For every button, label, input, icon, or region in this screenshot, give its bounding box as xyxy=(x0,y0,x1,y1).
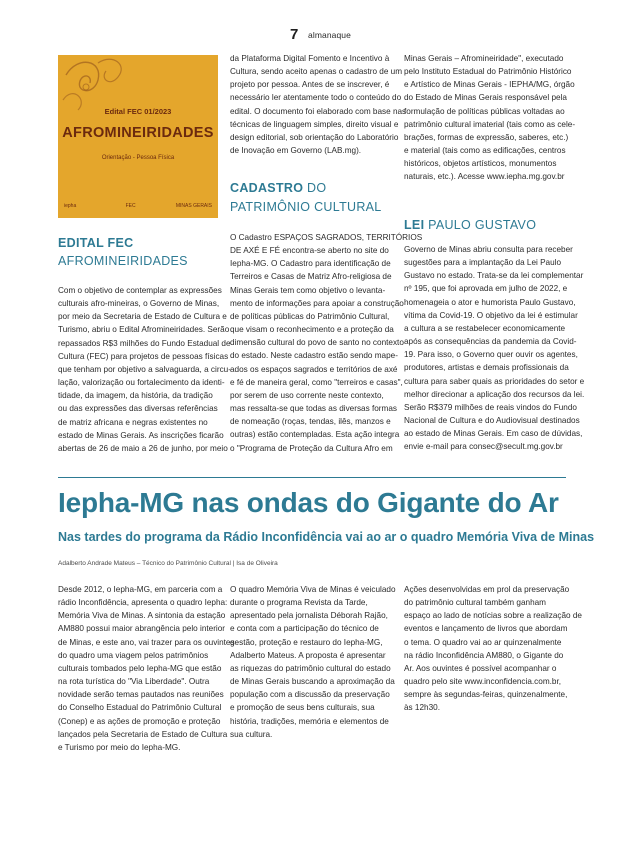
text-line: o tema. O quadro vai ao ar quinzenalmente xyxy=(404,637,562,647)
edital-continuation-body xyxy=(230,52,407,157)
text-line: brações, formas de expressão, saberes, etc.) xyxy=(404,132,569,142)
text-line: sua cultura. xyxy=(230,729,273,739)
text-line: rádio Inconfidência, apresenta o quadro Iepha: xyxy=(58,598,228,608)
text-line: naturais, etc.). Acesse www.iepha.mg.gov.br xyxy=(404,172,565,182)
text-line: às 12h30. xyxy=(404,703,440,713)
text-line: por meio da Secretaria de Estado de Cultura e xyxy=(58,312,227,322)
text-line: Memória Viva de Minas. A sintonia da estação xyxy=(58,611,226,621)
text-line: O quadro Memória Viva de Minas é veiculado xyxy=(230,585,396,594)
text-line: culturais tombados pelo Iepha-MG que estão xyxy=(58,663,222,673)
edital-fec-heading-light: AFROMINEIRIDADES xyxy=(58,254,188,268)
text-line: tidade, da imagem, da história, da tradição xyxy=(58,391,213,401)
text-line: mento de informações para apoiar a construção xyxy=(230,298,404,308)
text-line: na rota turística do "Via Liberdade". Outra xyxy=(58,677,210,687)
text-line: de nomeação (roças, tendas, ilês, manzos e xyxy=(230,417,391,427)
text-line: ao estado de Minas Gerais. Em caso de dúvidas, xyxy=(404,429,583,439)
text-line: vítima da Covid-19. O objetivo da lei é estimular xyxy=(404,310,578,320)
minas-gerais-logo: MINAS GERAIS xyxy=(175,203,212,209)
lei-paulo-gustavo-body xyxy=(404,243,585,454)
text-line: históricos, objetos artísticos, monumentos xyxy=(404,159,557,169)
lei-heading-light: PAULO GUSTAVO xyxy=(424,218,537,232)
edital-fec-heading xyxy=(58,236,188,268)
text-line: novidade serão temas pautados nas reuniões xyxy=(58,690,224,700)
text-line: do estado. Neste cadastro estão sendo mape- xyxy=(230,351,398,361)
text-line: cultura para saber quais as prioridades do setor e xyxy=(404,376,585,386)
text-line: e material (tais como as edificações, centros xyxy=(404,146,566,156)
text-line: sempre às segundas-feiras, quinzenalmente, xyxy=(404,690,568,700)
cadastro-continuation-body xyxy=(404,52,576,184)
text-line: que visam o reconhecimento e a proteção da xyxy=(230,325,394,335)
text-line: culturais afro-mineiras, o Governo de Minas, xyxy=(58,299,220,309)
text-line: (Conep) e as ações de promoção e proteção xyxy=(58,716,221,726)
text-line: o "Programa de Proteção da Cultura Afro em xyxy=(230,443,393,453)
article-column-3 xyxy=(404,583,582,715)
text-line: ou das expressões das diversas referências xyxy=(58,404,218,414)
text-line: Ações desenvolvidas em prol da preservação xyxy=(404,585,570,594)
text-line: Ar. Aos ouvintes é possível acompanhar o xyxy=(404,663,557,673)
text-line: Cultura, sendo aceito apenas o cadastro de um xyxy=(230,67,403,77)
text-line: Adalberto Mateus. A proposta é apresentar xyxy=(230,650,386,660)
fec-logo: FEC xyxy=(125,203,136,209)
text-line: e conta com a participação do técnico de xyxy=(230,624,379,634)
page-number: 7 xyxy=(290,26,299,43)
lei-heading-bold: LEI xyxy=(404,218,425,232)
text-line: Governo de Minas abriu consulta para receber xyxy=(404,245,573,254)
text-line: lação, valorização ou fortalecimento da identi- xyxy=(58,378,225,388)
text-line: envie e-mail para consec@secult.mg.gov.br xyxy=(404,442,563,452)
text-line: abertas de 26 de maio a 26 de junho, por meio xyxy=(58,443,228,453)
section-divider xyxy=(58,477,566,478)
text-line: homenageia o ator e humorista Paulo Gustavo, xyxy=(404,297,576,307)
text-line: estado de Minas Gerais. As inscrições ficarão xyxy=(58,430,224,440)
text-line: design editorial, sob orientação do Laboratório xyxy=(230,132,399,142)
text-line: história, tradições, memória e elementos de xyxy=(230,716,389,726)
text-line: de Minas, e este ano, vai trazer para os ouvintes xyxy=(58,637,235,647)
text-line: técnicas de linguagem simples, direito visual e xyxy=(230,119,399,129)
text-line: que tenham por objetivo a salvaguarda, a circu- xyxy=(58,364,231,374)
text-line: do quadro uma viagem pelos patrimônios xyxy=(58,650,209,660)
text-line: as riquezas do patrimônio cultural do estado xyxy=(230,663,391,673)
text-line: quadro pelo site www.inconfidencia.com.br, xyxy=(404,677,562,687)
edital-fec-heading-bold: EDITAL FEC xyxy=(58,236,134,250)
text-line: AM880 possui maior abrangência pelo interior xyxy=(58,624,226,634)
text-line: ados os espaços sagrados e territórios de axé xyxy=(230,364,398,374)
text-line: DE AXÉ E FÉ encontra-se aberto no site do xyxy=(230,246,389,256)
text-line: dimensão cultural do povo de santo no contexto xyxy=(230,338,404,348)
text-line: de Minas Gerais buscando a aproximação da xyxy=(230,677,395,687)
edital-afromineiridades-image xyxy=(58,55,218,218)
text-line: população com a discussão da preservação xyxy=(230,690,390,700)
image-edital-label: Edital FEC 01/2023 xyxy=(104,107,172,116)
text-line: mas ressalta-se que todas as diversas formas xyxy=(230,404,398,414)
text-line: de Inovação em Governo (LAB.mg). xyxy=(230,146,362,156)
text-line: durante o programa Revista da Tarde, xyxy=(230,598,368,608)
text-line: Desde 2012, o Iepha-MG, em parceria com a xyxy=(58,585,223,594)
image-subtitle: Orientação - Pessoa Física xyxy=(101,155,175,161)
text-line: e Turismo por meio do Iepha-MG. xyxy=(58,742,181,752)
text-line: pelo Instituto Estadual do Patrimônio Histórico xyxy=(404,67,572,77)
text-line: formulação de políticas públicas voltadas ao xyxy=(404,106,565,116)
text-line: patrimônio cultural imaterial (tais como as cele- xyxy=(404,119,576,129)
text-line: e Artístico de Minas Gerais - IEPHA/MG, órgão xyxy=(404,80,575,90)
page-header xyxy=(0,24,624,44)
iepha-logo: iepha xyxy=(64,203,77,209)
text-line: e promoção de seus bens culturais, sua xyxy=(230,703,375,713)
text-line: na rádio Inconfidência AM880, o Gigante do xyxy=(404,650,564,660)
cadastro-body xyxy=(230,231,423,455)
text-line: espaço ao lado de notícias sobre a realização de xyxy=(404,611,582,621)
text-line: do Conselho Estadual do Patrimônio Cultural xyxy=(58,703,222,713)
text-line: de políticas públicas do Patrimônio Cultural, xyxy=(230,311,390,321)
text-line: Terreiros e Casas de Matriz Afro-religiosa de xyxy=(230,272,392,282)
article-column-1 xyxy=(58,583,235,754)
cadastro-heading-light-2: PATRIMÔNIO CULTURAL xyxy=(230,200,382,214)
image-title: AFROMINEIRIDADES xyxy=(62,125,214,141)
text-line: Nacional de Cultura e do Audiovisual destinados xyxy=(404,416,580,426)
text-line: do Estado de Minas Gerais responsável pela xyxy=(404,93,567,103)
text-line: a cultura a se restabelecer economicamente xyxy=(404,323,566,333)
image-footer-logos xyxy=(64,203,212,212)
article-subtitle: Nas tardes do programa da Rádio Inconfidência vai ao ar o quadro Memória Viva de Minas xyxy=(58,530,595,544)
section-name: almanaque xyxy=(308,30,351,40)
text-line: Iepha-MG. O Cadastro para identificação de xyxy=(230,259,391,269)
text-line: necessário ler atentamente todo o conteúdo do xyxy=(230,93,402,103)
edital-fec-body xyxy=(58,284,231,455)
text-line: O Cadastro ESPAÇOS SAGRADOS, TERRITÓRIOS xyxy=(230,233,423,242)
text-line: sugestões para a implantação da Lei Paulo xyxy=(404,258,562,268)
text-line: da Plataforma Digital Fomento e Incentivo à xyxy=(230,54,390,63)
text-line: nº 195, que foi aprovada em julho de 2022, e xyxy=(404,284,568,294)
lei-paulo-gustavo-heading xyxy=(404,218,536,232)
text-line: Cultura (FEC) para projetos de pessoas físicas xyxy=(58,351,229,361)
cadastro-heading xyxy=(230,181,382,214)
text-line: repassados R$3 milhões do Fundo Estadual de xyxy=(58,338,231,348)
text-line: produtores, artistas e demais profissionais da xyxy=(404,363,569,373)
cadastro-heading-light-1: DO xyxy=(303,181,327,195)
text-line: gestão, proteção e restauro do Iepha-MG, xyxy=(230,637,383,647)
text-line: apresentado pela jornalista Déborah Rajão, xyxy=(230,611,388,621)
article-byline: Adalberto Andrade Mateus – Técnico do Patrimônio Cultural | Isa de Oliveira xyxy=(58,560,278,567)
text-line: 19. Para isso, o Governo quer ouvir os agentes, xyxy=(404,350,578,360)
text-line: Minas Gerais – Afromineiridade", executado xyxy=(404,54,564,63)
text-line: por serem de uso corrente neste contexto, xyxy=(230,390,384,400)
text-line: outras) estão contempladas. Esta ação integra xyxy=(230,430,400,440)
text-line: Minas Gerais tem como objetivo o levanta- xyxy=(230,285,386,295)
text-line: de matriz africana e negras existentes no xyxy=(58,417,208,427)
text-line: após as consequências da pandemia da Covid- xyxy=(404,337,577,347)
text-line: do patrimônio cultural também ganham xyxy=(404,598,546,608)
text-line: Serão R$379 milhões de reais vindos do Fundo xyxy=(404,402,577,412)
article-title: Iepha-MG nas ondas do Gigante do Ar xyxy=(58,487,559,518)
cadastro-heading-bold: CADASTRO xyxy=(230,181,304,195)
article-column-2 xyxy=(230,583,396,741)
text-line: projeto por pessoa. Antes de se inscrever, é xyxy=(230,80,390,90)
text-line: Turismo, abriu o Edital Afromineiridades. Serão xyxy=(58,325,230,335)
text-line: lançados pela Secretaria de Estado de Cultura xyxy=(58,729,228,739)
text-line: e fé de maneira geral, como "terreiros e casas", xyxy=(230,377,403,387)
text-line: melhor direcionar a aplicação dos recursos da lei. xyxy=(404,389,585,399)
text-line: edital. O documento foi elaborado com base nas xyxy=(230,106,407,116)
text-line: Gustavo no estado. Trata-se da lei complementar xyxy=(404,271,584,281)
text-line: Com o objetivo de contemplar as expressões xyxy=(58,286,222,295)
text-line: eventos e lançamento de livros que abordam xyxy=(404,624,568,634)
